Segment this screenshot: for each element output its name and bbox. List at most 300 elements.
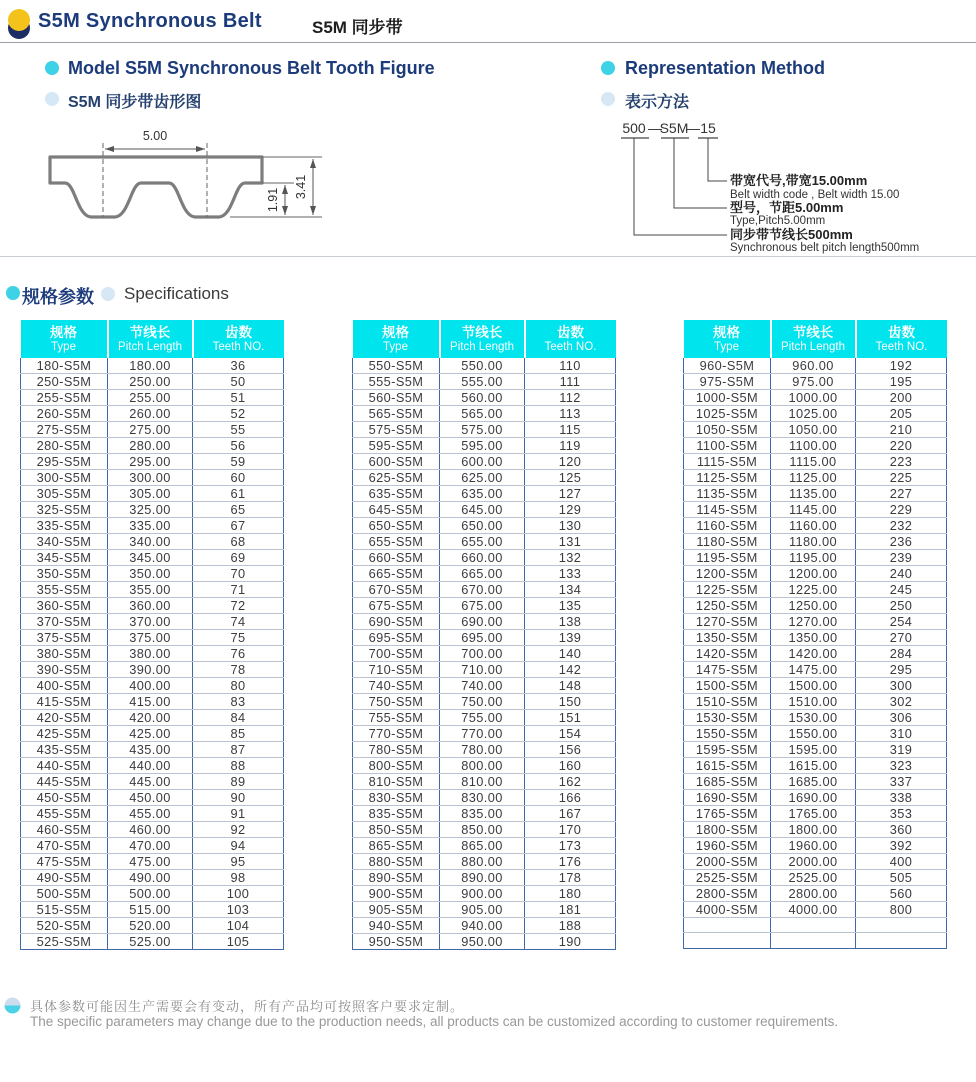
table-row (353, 710, 616, 726)
table-cell: 227 (856, 486, 947, 502)
code-separator: — (686, 120, 700, 136)
table-cell: 181 (525, 902, 616, 918)
table-row (21, 886, 284, 902)
table-row (21, 662, 284, 678)
brand-logo-icon (6, 7, 32, 41)
table-cell: 445-S5M (21, 774, 108, 790)
table-cell: 520-S5M (21, 918, 108, 934)
table-cell: 475-S5M (21, 854, 108, 870)
table-cell: 236 (856, 534, 947, 550)
table-cell: 645-S5M (353, 502, 440, 518)
table-cell: 71 (193, 582, 284, 598)
header-divider (0, 42, 976, 43)
table-row (353, 822, 616, 838)
table-row (684, 486, 947, 502)
table-cell: 1530-S5M (684, 710, 771, 726)
table-cell: 111 (525, 374, 616, 390)
table-cell: 950-S5M (353, 934, 440, 950)
table-cell: 1615-S5M (684, 758, 771, 774)
table-cell: 625-S5M (353, 470, 440, 486)
col-header-pitch-length: 节线长 Pitch Length (771, 320, 856, 358)
table-row (21, 582, 284, 598)
table-row (21, 854, 284, 870)
table-cell: 1025-S5M (684, 406, 771, 422)
table-cell: 52 (193, 406, 284, 422)
table-cell: 375.00 (108, 630, 193, 646)
dim-total-height: 3.41 (294, 174, 308, 200)
table-row (353, 454, 616, 470)
table-cell: 302 (856, 694, 947, 710)
table-cell: 1765-S5M (684, 806, 771, 822)
table-cell: 675.00 (440, 598, 525, 614)
table-cell: 1420-S5M (684, 646, 771, 662)
table-cell: 750-S5M (353, 694, 440, 710)
table-cell: 600-S5M (353, 454, 440, 470)
table-cell: 515.00 (108, 902, 193, 918)
table-cell: 1050-S5M (684, 422, 771, 438)
table-cell: 1195-S5M (684, 550, 771, 566)
table-cell: 151 (525, 710, 616, 726)
table-cell: 450.00 (108, 790, 193, 806)
table-cell: 905-S5M (353, 902, 440, 918)
table-cell: 132 (525, 550, 616, 566)
table-cell: 1800-S5M (684, 822, 771, 838)
table-cell: 1690-S5M (684, 790, 771, 806)
table-row (353, 502, 616, 518)
table-cell: 800.00 (440, 758, 525, 774)
table-cell: 275-S5M (21, 422, 108, 438)
table-cell: 425-S5M (21, 726, 108, 742)
table-cell (771, 933, 856, 948)
table-cell: 960-S5M (684, 358, 771, 374)
table-row (684, 726, 947, 742)
table-cell: 142 (525, 662, 616, 678)
table-cell: 205 (856, 406, 947, 422)
table-cell: 440.00 (108, 758, 193, 774)
table-cell: 4000.00 (771, 902, 856, 918)
table-cell: 323 (856, 758, 947, 774)
table-cell: 470-S5M (21, 838, 108, 854)
table-cell: 74 (193, 614, 284, 630)
table-cell: 1145-S5M (684, 502, 771, 518)
table-cell: 2525-S5M (684, 870, 771, 886)
table-cell: 232 (856, 518, 947, 534)
table-cell: 275.00 (108, 422, 193, 438)
specifications-title-zh: 规格参数 (22, 287, 94, 307)
table-cell: 284 (856, 646, 947, 662)
table-row (684, 838, 947, 854)
table-cell: 770-S5M (353, 726, 440, 742)
table-cell: 420-S5M (21, 710, 108, 726)
table-cell: 1000-S5M (684, 390, 771, 406)
table-cell: 625.00 (440, 470, 525, 486)
table-cell (684, 918, 771, 933)
table-cell: 1550.00 (771, 726, 856, 742)
table-cell: 75 (193, 630, 284, 646)
table-cell: 170 (525, 822, 616, 838)
table-row (353, 758, 616, 774)
table-row (684, 758, 947, 774)
table-cell: 1250-S5M (684, 598, 771, 614)
table-cell: 162 (525, 774, 616, 790)
table-cell: 148 (525, 678, 616, 694)
table-cell: 125 (525, 470, 616, 486)
table-cell: 890-S5M (353, 870, 440, 886)
table-cell: 239 (856, 550, 947, 566)
table-cell (684, 933, 771, 948)
table-row (21, 406, 284, 422)
table-cell: 210 (856, 422, 947, 438)
table-row (353, 646, 616, 662)
table-row (353, 678, 616, 694)
table-cell: 345-S5M (21, 550, 108, 566)
table-cell: 1160-S5M (684, 518, 771, 534)
table-cell: 220 (856, 438, 947, 454)
table-row (684, 854, 947, 870)
table-cell: 975-S5M (684, 374, 771, 390)
table-cell: 370-S5M (21, 614, 108, 630)
table-row (21, 518, 284, 534)
table-row (21, 502, 284, 518)
table-cell: 390-S5M (21, 662, 108, 678)
table-cell: 695.00 (440, 630, 525, 646)
table-cell: 91 (193, 806, 284, 822)
table-cell: 710.00 (440, 662, 525, 678)
table-cell: 113 (525, 406, 616, 422)
table-cell: 560.00 (440, 390, 525, 406)
table-cell: 560 (856, 886, 947, 902)
bullet-icon (45, 92, 59, 106)
table-cell: 240 (856, 566, 947, 582)
table-cell: 695-S5M (353, 630, 440, 646)
table-cell: 112 (525, 390, 616, 406)
table-row (353, 518, 616, 534)
table-cell: 525-S5M (21, 934, 108, 950)
col-header-teeth-no: 齿数 Teeth NO. (193, 320, 284, 358)
table-cell: 200 (856, 390, 947, 406)
table-cell: 375-S5M (21, 630, 108, 646)
table-row (21, 694, 284, 710)
table-cell: 260.00 (108, 406, 193, 422)
table-cell: 350.00 (108, 566, 193, 582)
table-cell: 740-S5M (353, 678, 440, 694)
table-row (21, 598, 284, 614)
table-cell: 1145.00 (771, 502, 856, 518)
table-cell: 98 (193, 870, 284, 886)
table-row (21, 646, 284, 662)
representation-diagram (605, 113, 970, 258)
table-cell: 1690.00 (771, 790, 856, 806)
table-cell: 1615.00 (771, 758, 856, 774)
table-cell: 70 (193, 566, 284, 582)
table-cell: 104 (193, 918, 284, 934)
table-cell: 565.00 (440, 406, 525, 422)
table-cell: 325-S5M (21, 502, 108, 518)
table-cell: 810-S5M (353, 774, 440, 790)
table-cell: 1125.00 (771, 470, 856, 486)
table-row (21, 678, 284, 694)
table-cell: 88 (193, 758, 284, 774)
table-row (21, 630, 284, 646)
table-cell: 2800.00 (771, 886, 856, 902)
table-cell: 800-S5M (353, 758, 440, 774)
table-cell: 660-S5M (353, 550, 440, 566)
table-cell: 650.00 (440, 518, 525, 534)
table-cell: 460.00 (108, 822, 193, 838)
table-row (684, 598, 947, 614)
table-cell: 850.00 (440, 822, 525, 838)
table-cell: 1475.00 (771, 662, 856, 678)
table-cell: 225 (856, 470, 947, 486)
table-cell: 192 (856, 358, 947, 374)
table-cell: 1250.00 (771, 598, 856, 614)
table-cell: 223 (856, 454, 947, 470)
table-row (21, 422, 284, 438)
table-cell: 1135.00 (771, 486, 856, 502)
table-row (684, 534, 947, 550)
footer-note-zh: 具体参数可能因生产需要会有变动，所有产品均可按照客户要求定制。 (30, 999, 465, 1014)
table-cell: 690.00 (440, 614, 525, 630)
table-cell: 360.00 (108, 598, 193, 614)
table-row (684, 694, 947, 710)
table-cell: 550.00 (440, 358, 525, 374)
table-cell: 59 (193, 454, 284, 470)
table-cell: 975.00 (771, 374, 856, 390)
table-row (684, 822, 947, 838)
table-cell: 160 (525, 758, 616, 774)
table-row (21, 390, 284, 406)
table-cell: 83 (193, 694, 284, 710)
table-cell: 755-S5M (353, 710, 440, 726)
table-row (684, 710, 947, 726)
table-cell: 188 (525, 918, 616, 934)
table-cell (856, 918, 947, 933)
table-cell: 72 (193, 598, 284, 614)
table-cell: 95 (193, 854, 284, 870)
code-length: 500 (622, 120, 646, 136)
table-cell: 565-S5M (353, 406, 440, 422)
table-cell: 755.00 (440, 710, 525, 726)
table-row (684, 422, 947, 438)
spec-table-1 (20, 320, 284, 950)
table-cell: 90 (193, 790, 284, 806)
note-length-en: Synchronous belt pitch length500mm (730, 242, 920, 254)
table-cell: 415-S5M (21, 694, 108, 710)
table-cell: 490-S5M (21, 870, 108, 886)
table-cell: 1510-S5M (684, 694, 771, 710)
table-cell: 340.00 (108, 534, 193, 550)
table-row (684, 438, 947, 454)
table-cell: 710-S5M (353, 662, 440, 678)
table-cell: 229 (856, 502, 947, 518)
table-cell: 80 (193, 678, 284, 694)
table-header-row (21, 320, 284, 358)
table-row (684, 870, 947, 886)
table-cell: 675-S5M (353, 598, 440, 614)
specifications-title-en: Specifications (124, 284, 229, 303)
table-cell: 400 (856, 854, 947, 870)
table-cell: 1960-S5M (684, 838, 771, 854)
table-cell: 115 (525, 422, 616, 438)
table-cell: 36 (193, 358, 284, 374)
table-cell: 69 (193, 550, 284, 566)
table-cell: 1180-S5M (684, 534, 771, 550)
table-cell: 255-S5M (21, 390, 108, 406)
table-cell: 260-S5M (21, 406, 108, 422)
table-cell: 1200-S5M (684, 566, 771, 582)
table-cell: 176 (525, 854, 616, 870)
table-cell: 167 (525, 806, 616, 822)
table-row (353, 470, 616, 486)
table-cell: 180 (525, 886, 616, 902)
table-cell: 2525.00 (771, 870, 856, 886)
table-cell: 1100-S5M (684, 438, 771, 454)
table-cell (856, 933, 947, 948)
table-cell: 900.00 (440, 886, 525, 902)
table-cell: 520.00 (108, 918, 193, 934)
table-cell: 880.00 (440, 854, 525, 870)
table-cell: 87 (193, 742, 284, 758)
table-row (684, 374, 947, 390)
table-cell: 865.00 (440, 838, 525, 854)
table-cell: 178 (525, 870, 616, 886)
table-cell: 690-S5M (353, 614, 440, 630)
table-row (353, 742, 616, 758)
note-type-en: Type,Pitch5.00mm (730, 215, 826, 227)
table-cell: 131 (525, 534, 616, 550)
table-cell: 770.00 (440, 726, 525, 742)
table-cell: 890.00 (440, 870, 525, 886)
dim-pitch: 5.00 (142, 129, 168, 143)
table-cell: 1960.00 (771, 838, 856, 854)
table-cell: 392 (856, 838, 947, 854)
table-cell: 830-S5M (353, 790, 440, 806)
table-cell: 650-S5M (353, 518, 440, 534)
table-cell: 65 (193, 502, 284, 518)
spec-table-2 (352, 320, 616, 950)
table-row (353, 550, 616, 566)
table-cell: 455.00 (108, 806, 193, 822)
table-row (353, 790, 616, 806)
table-cell: 1225-S5M (684, 582, 771, 598)
table-cell: 740.00 (440, 678, 525, 694)
table-cell: 1595.00 (771, 742, 856, 758)
table-row (353, 390, 616, 406)
table-row (353, 374, 616, 390)
table-cell: 280.00 (108, 438, 193, 454)
table-cell: 940.00 (440, 918, 525, 934)
table-row (21, 918, 284, 934)
table-row (684, 678, 947, 694)
table-row (684, 566, 947, 582)
table-cell: 190 (525, 934, 616, 950)
col-header-teeth-no: 齿数 Teeth NO. (525, 320, 616, 358)
table-cell: 61 (193, 486, 284, 502)
table-cell: 325.00 (108, 502, 193, 518)
table-cell: 655.00 (440, 534, 525, 550)
table-cell: 173 (525, 838, 616, 854)
table-row (21, 486, 284, 502)
table-cell: 180-S5M (21, 358, 108, 374)
table-row (21, 742, 284, 758)
table-cell: 1135-S5M (684, 486, 771, 502)
table-cell: 865-S5M (353, 838, 440, 854)
table-cell: 355-S5M (21, 582, 108, 598)
table-cell: 127 (525, 486, 616, 502)
table-cell: 360-S5M (21, 598, 108, 614)
table-row (353, 806, 616, 822)
table-cell: 345.00 (108, 550, 193, 566)
table-cell: 380-S5M (21, 646, 108, 662)
table-cell: 780.00 (440, 742, 525, 758)
table-row (684, 918, 947, 933)
table-cell: 1000.00 (771, 390, 856, 406)
table-cell: 76 (193, 646, 284, 662)
table-cell: 635-S5M (353, 486, 440, 502)
table-cell: 660.00 (440, 550, 525, 566)
table-cell: 110 (525, 358, 616, 374)
table-cell: 1050.00 (771, 422, 856, 438)
bullet-icon (6, 286, 20, 300)
table-cell: 56 (193, 438, 284, 454)
table-cell: 1115.00 (771, 454, 856, 470)
table-row (684, 582, 947, 598)
table-cell: 1420.00 (771, 646, 856, 662)
table-cell: 1500.00 (771, 678, 856, 694)
table-cell: 195 (856, 374, 947, 390)
table-cell: 1595-S5M (684, 742, 771, 758)
table-cell: 460-S5M (21, 822, 108, 838)
table-row (353, 486, 616, 502)
table-cell: 400-S5M (21, 678, 108, 694)
table-cell: 940-S5M (353, 918, 440, 934)
table-cell: 51 (193, 390, 284, 406)
table-row (353, 838, 616, 854)
spec-table-3 (683, 320, 947, 949)
tooth-figure-title-en: Model S5M Synchronous Belt Tooth Figure (68, 58, 435, 78)
table-cell: 295 (856, 662, 947, 678)
table-row (21, 806, 284, 822)
table-cell: 68 (193, 534, 284, 550)
code-width: 15 (700, 120, 716, 136)
table-cell: 100 (193, 886, 284, 902)
table-row (684, 630, 947, 646)
table-cell: 1550-S5M (684, 726, 771, 742)
table-cell: 103 (193, 902, 284, 918)
page-title: S5M Synchronous Belt (38, 10, 262, 32)
table-row (684, 662, 947, 678)
table-cell: 450-S5M (21, 790, 108, 806)
table-cell: 1510.00 (771, 694, 856, 710)
table-row (21, 374, 284, 390)
table-cell: 94 (193, 838, 284, 854)
table-row (353, 886, 616, 902)
table-cell: 337 (856, 774, 947, 790)
bullet-icon (45, 61, 59, 75)
table-row (21, 614, 284, 630)
table-cell: 425.00 (108, 726, 193, 742)
table-cell: 900-S5M (353, 886, 440, 902)
table-cell: 310 (856, 726, 947, 742)
table-cell: 665.00 (440, 566, 525, 582)
table-cell: 960.00 (771, 358, 856, 374)
table-row (353, 358, 616, 374)
table-cell: 1270-S5M (684, 614, 771, 630)
table-row (684, 358, 947, 374)
table-row (21, 470, 284, 486)
table-cell: 670.00 (440, 582, 525, 598)
code-type: S5M (659, 120, 689, 136)
